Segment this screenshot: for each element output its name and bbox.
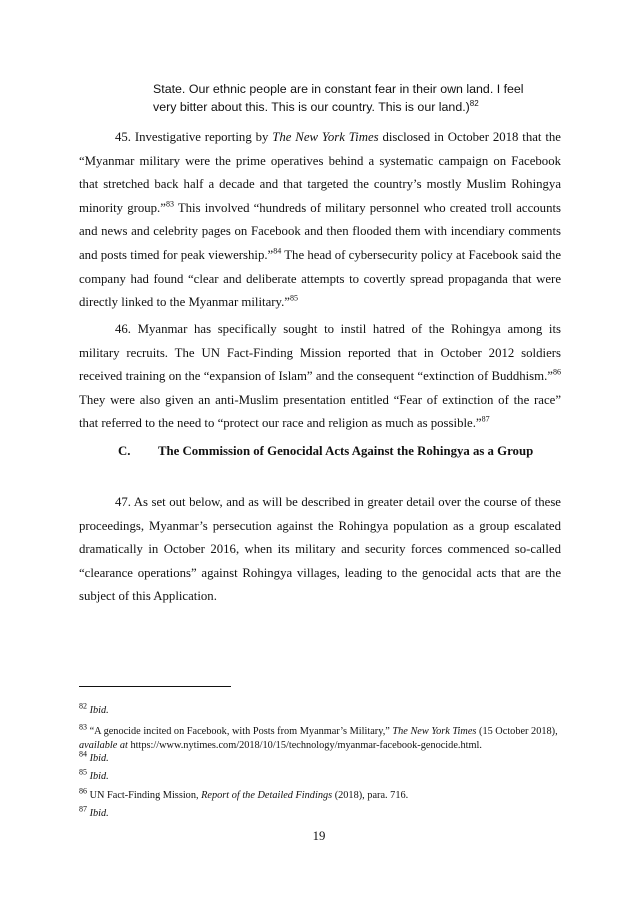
- paragraph-45-text-3: The head of cybersecurity policy at Facebook said the company had found “clear and deliberate attempts to covertly spread propaganda that were directly linked to the Myanmar military.”: [79, 247, 561, 310]
- paragraph-45-text-2: This involved “hundreds of military personnel who created troll accounts and news and celebrity pages on Facebook and then flooded them with incendiary comments and posts timed for peak viewership.”: [79, 200, 561, 262]
- paragraph-46-text-2: They were also given an anti-Muslim presentation entitled “Fear of extinction of the race” that referred to the need to “protect our race and religion as much as possible.”: [79, 392, 561, 431]
- footnote-text-2: (15 October 2018),: [476, 726, 558, 737]
- footnote-number: 84: [79, 749, 87, 759]
- quote-text: State. Our ethnic people are in constant fear in their own land. I feel very bitter about this. This is our country. This is our land.): [153, 82, 524, 114]
- footnote-number: 83: [79, 722, 87, 732]
- footnote-ref-82: 82: [469, 98, 479, 108]
- footnote-text-1: “A genocide incited on Facebook, with Posts from Myanmar’s Military,”: [87, 726, 393, 737]
- footnote-report-title: Report of the Detailed Findings: [201, 790, 333, 801]
- footnote-number: 82: [79, 701, 87, 711]
- footnote-source: The New York Times: [392, 726, 477, 737]
- footnote-text: Ibid.: [89, 753, 109, 764]
- paragraph-46-text-1: 46. Myanmar has specifically sought to instil hatred of the Rohingya among its military recruits. The UN Fact-Finding Mission reported that in October 2012 soldiers received training on the “expansion of Islam” and the consequent “extinction of Buddhism.”: [79, 322, 561, 384]
- page-number: 19: [312, 829, 326, 843]
- paragraph-46: [79, 318, 561, 436]
- section-heading: [118, 442, 568, 460]
- paragraph-45: [79, 126, 561, 315]
- footnote-86: [79, 786, 561, 803]
- paragraph-45-text-1: disclosed in October 2018 that the “Myanmar military were the prime operatives behind a systematic campaign on Facebook that stretched back half a decade and that targeted the country’s mostly Muslim Rohingya minority group.”: [79, 130, 561, 215]
- paragraph-47-text: 47. As set out below, and as will be described in greater detail over the course of these proceedings, Myanmar’s persecution against the Rohingya population as a group escalated dramatically in October 2016, when its military and security forces commenced so-called “clearance operations” against Rohingya villages, leading to the genocidal acts that are the subject of this Application.: [79, 495, 561, 604]
- footnote-ref-87: 87: [481, 415, 490, 425]
- block-quote: [153, 80, 533, 116]
- footnote-separator: [79, 686, 231, 687]
- footnote-number: 86: [79, 786, 87, 796]
- footnote-ref-84: 84: [273, 246, 282, 256]
- footnote-available-at: available at: [79, 740, 128, 751]
- footnote-ref-86: 86: [553, 367, 561, 377]
- footnote-83: [79, 722, 561, 753]
- footnote-url: https://www.nytimes.com/2018/10/15/technology/myanmar-facebook-genocide.html.: [127, 740, 482, 751]
- footnote-number: 87: [79, 804, 87, 814]
- paragraph-47: [79, 491, 561, 609]
- footnote-ref-85: 85: [289, 293, 298, 303]
- footnote-text: Ibid.: [89, 771, 109, 782]
- footnote-ref-83: 83: [165, 199, 174, 209]
- paragraph-45-lead: 45. Investigative reporting by: [115, 130, 273, 144]
- footnote-85: [79, 767, 561, 784]
- paragraph-45-source: The New York Times: [272, 130, 379, 144]
- footnote-text: Ibid.: [89, 808, 109, 819]
- footnote-text-2: (2018), para. 716.: [332, 790, 409, 801]
- footnote-87: [79, 804, 561, 821]
- section-letter: C.: [118, 444, 131, 458]
- footnote-82: [79, 701, 561, 718]
- footnote-number: 85: [79, 767, 87, 777]
- section-title: The Commission of Genocidal Acts Against the Rohingya as a Group: [158, 444, 534, 458]
- footnote-text: Ibid.: [89, 705, 109, 716]
- footnote-text-1: UN Fact-Finding Mission,: [87, 790, 202, 801]
- footnote-84: [79, 749, 561, 766]
